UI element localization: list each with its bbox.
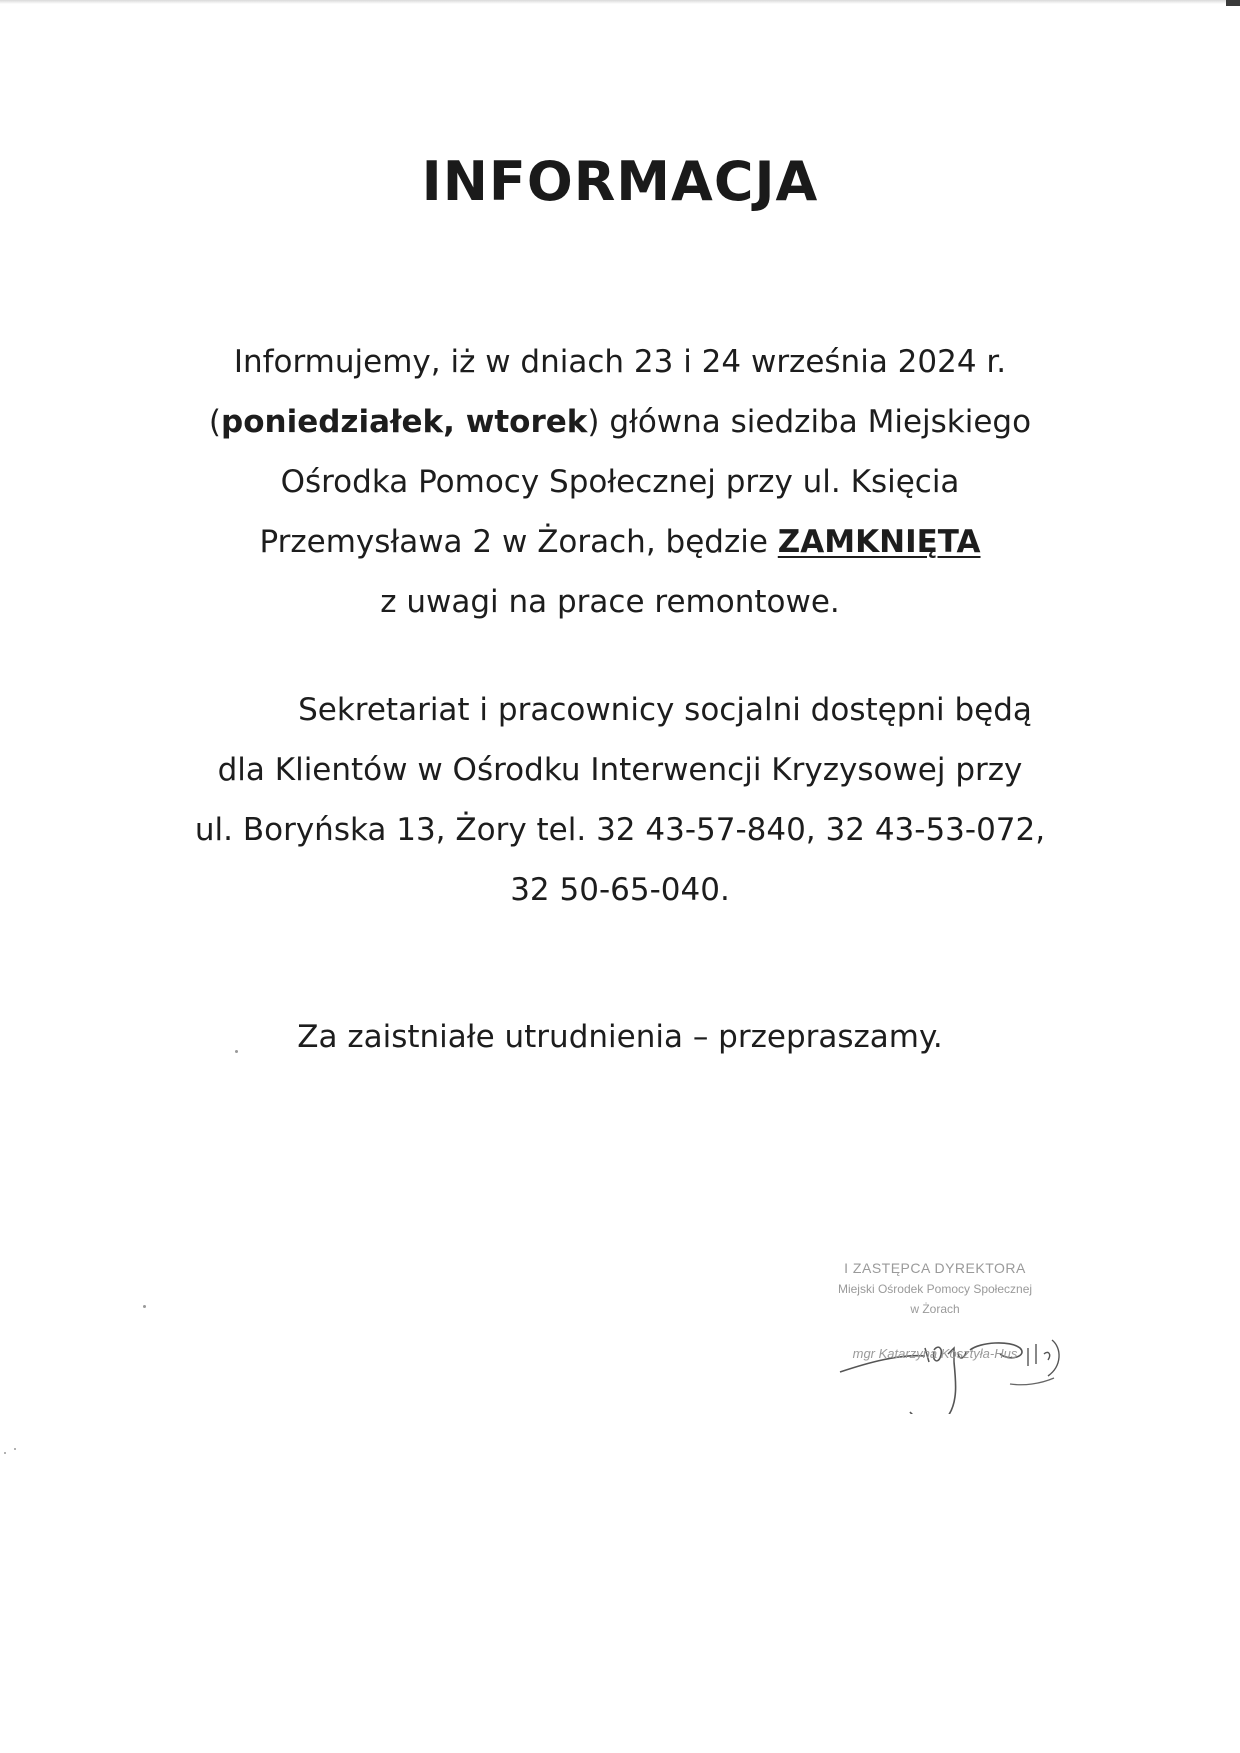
notice-line-2 [0, 392, 1240, 452]
document-title: INFORMACJA [421, 150, 819, 213]
notice-line-4 [0, 512, 1240, 572]
notice-line-5: z uwagi na prace remontowe. [380, 584, 840, 620]
stamp-signatory: mgr Katarzyna Kosztyła-Hus [852, 1346, 1018, 1361]
stamp-institution: Miejski Ośrodek Pomocy Społecznej [837, 1282, 1033, 1296]
scan-edge [0, 0, 1240, 4]
scan-speck [4, 1452, 6, 1454]
contact-line-3: ul. Boryńska 13, Żory tel. 32 43-57-840, 32 43-53-072, [194, 812, 1046, 848]
stamp-city: w Żorach [910, 1302, 960, 1316]
open-paren: ( [208, 404, 222, 440]
closing-apology [0, 1007, 1240, 1067]
notice-line-2-rest: ) główna siedziba Miejskiego [587, 404, 1032, 440]
contact-line-4: 32 50-65-040. [510, 872, 730, 908]
paragraph-alternative-contact [0, 680, 1240, 920]
closure-days: poniedziałek, wtorek [221, 404, 588, 440]
paragraph-closure-notice [0, 332, 1240, 632]
stamp-title: I ZASTĘPCA DYREKTORA [844, 1260, 1026, 1276]
scan-speck [235, 1050, 238, 1053]
closed-emphasis [778, 524, 981, 560]
notice-line-1: Informujemy, iż w dniach 23 i 24 września 2024 r. [233, 344, 1007, 380]
scan-speck [143, 1305, 146, 1308]
scan-speck [14, 1448, 16, 1450]
closed-emphasis-text: ZAMKNIĘTA [777, 524, 981, 560]
closing-line: Za zaistniałe utrudnienia – przepraszamy. [297, 1019, 943, 1055]
official-stamp [790, 1260, 1080, 1410]
scan-corner-mark [1226, 0, 1240, 6]
notice-line-4-text: Przemysława 2 w Żorach, będzie [259, 524, 778, 560]
notice-line-3: Ośrodka Pomocy Społecznej przy ul. Księcia [280, 464, 960, 500]
contact-line-1: Sekretariat i pracownicy socjalni dostępni będą [298, 692, 1032, 728]
contact-line-2: dla Klientów w Ośrodku Interwencji Kryzysowej przy [217, 752, 1023, 788]
